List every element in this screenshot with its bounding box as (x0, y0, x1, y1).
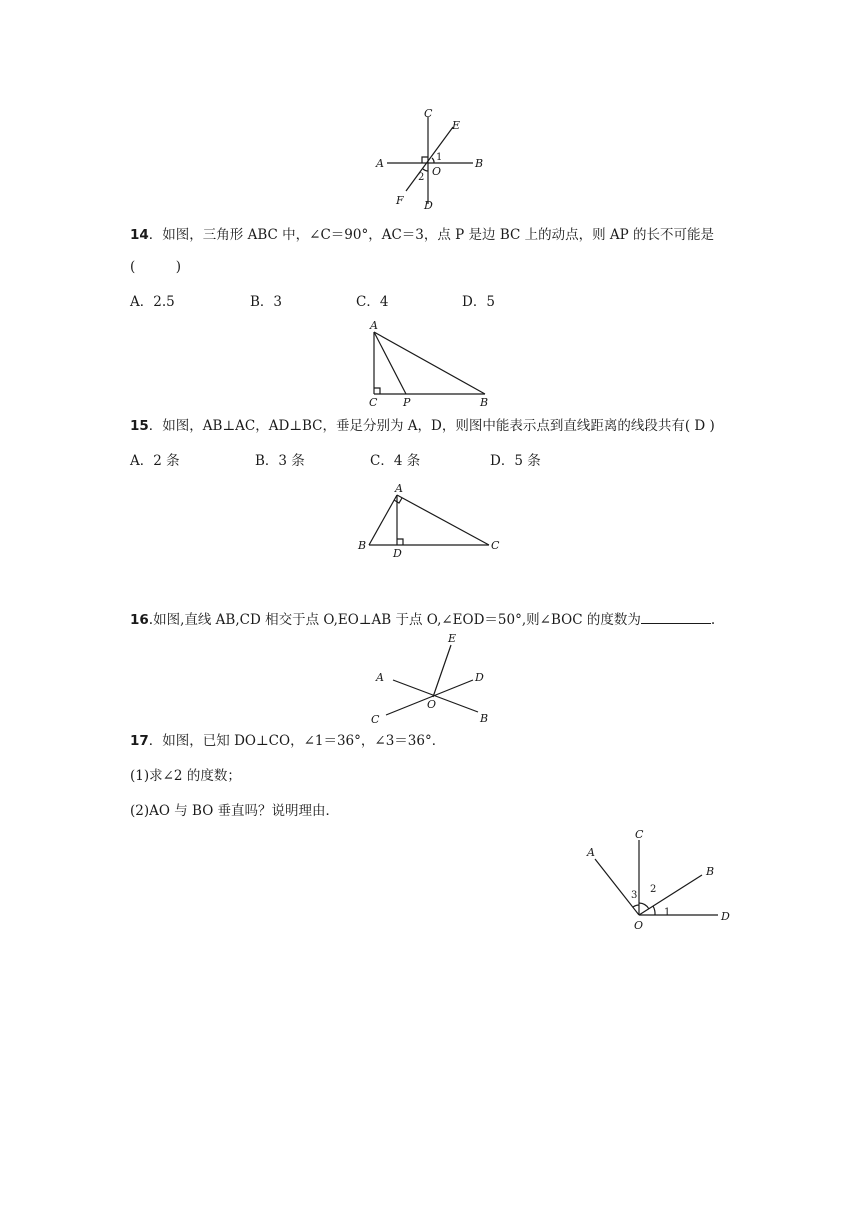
q14-number: 14 (130, 227, 149, 243)
label-b: B (706, 865, 715, 878)
label-a: A (587, 846, 595, 859)
q16-stem-text: .如图,直线 AB,CD 相交于点 O,EO⊥AB 于点 O,∠EOD＝50°,则∠BOC 的度数为 (148, 612, 641, 628)
label-c: C (635, 828, 644, 841)
side-ac (397, 495, 489, 545)
label-c: C (369, 396, 378, 409)
label-angle-2: 2 (650, 884, 657, 895)
figure-14 (360, 315, 500, 410)
q17-number: 17 (130, 733, 149, 749)
label-e: E (448, 632, 457, 645)
label-c: C (491, 539, 500, 552)
label-angle-2: 2 (418, 172, 425, 183)
label-b: B (475, 157, 484, 170)
label-b: B (480, 396, 489, 409)
q14-option-d: D．5 (462, 294, 495, 310)
label-a: A (395, 482, 403, 495)
q14-option-a: A．2.5 (130, 294, 175, 310)
angle-2-arc (423, 169, 428, 171)
q15-option-b: B．3 条 (255, 453, 305, 469)
figure-15 (355, 480, 505, 562)
angle-1-arc (432, 158, 434, 163)
label-d: D (475, 671, 484, 684)
label-angle-1: 1 (436, 152, 443, 163)
ray-oa (595, 859, 639, 915)
q17-part-1: (1)求∠2 的度数； (130, 768, 241, 784)
label-a: A (376, 671, 384, 684)
label-p: P (403, 396, 411, 409)
q16-stem (130, 609, 715, 629)
q14-paren: ( ) (130, 259, 182, 275)
angle-3-arc (633, 905, 639, 907)
q15-option-d: D．5 条 (490, 453, 541, 469)
figure-16 (365, 630, 500, 725)
q15-number: 15 (130, 418, 149, 434)
label-o: O (427, 698, 437, 711)
label-b: B (358, 539, 367, 552)
label-b: B (480, 712, 489, 725)
label-c: C (424, 107, 433, 120)
label-a: A (370, 319, 378, 332)
ray-oe (433, 645, 451, 697)
angle-2-arc (639, 903, 649, 909)
q15-option-a: A．2 条 (130, 453, 180, 469)
q15-stem-text: ．如图，AB⊥AC，AD⊥BC，垂足分别为 A，D，则图中能表示点到直线距离的线段共有( D ) (148, 418, 715, 434)
label-d: D (721, 910, 730, 923)
q14-option-c: C．4 (356, 294, 389, 310)
q16-end: . (710, 612, 716, 628)
label-a: A (376, 157, 384, 170)
q15-stem (130, 417, 715, 435)
figure-13 (370, 105, 490, 215)
line-ef (406, 127, 453, 191)
label-d: D (393, 547, 402, 560)
angle-1-arc (653, 906, 655, 915)
label-angle-1: 1 (664, 907, 671, 918)
label-e: E (452, 119, 461, 132)
q15-option-c: C．4 条 (370, 453, 421, 469)
label-o: O (432, 165, 442, 178)
q16-number: 16 (130, 612, 149, 628)
q14-stem-text: ．如图，三角形 ABC 中，∠C＝90°，AC＝3，点 P 是边 BC 上的动点，则 AP 的长不可能是 (148, 227, 715, 243)
q14-option-b: B．3 (250, 294, 283, 310)
figure-17 (580, 825, 740, 935)
side-ba (369, 495, 397, 545)
q14-stem (130, 226, 714, 244)
q17-stem (130, 732, 445, 750)
q17-part-2: (2)AO 与 BO 垂直吗？说明理由． (130, 803, 340, 819)
right-angle-mark-d (397, 539, 403, 545)
label-f: F (396, 194, 404, 207)
q16-answer-blank[interactable] (641, 609, 711, 624)
label-o: O (634, 919, 644, 932)
right-angle-mark (374, 388, 380, 394)
label-angle-3: 3 (631, 890, 638, 901)
q17-stem-text: ．如图，已知 DO⊥CO，∠1＝36°，∠3＝36°． (148, 733, 446, 749)
label-c: C (371, 713, 380, 726)
label-d: D (424, 199, 433, 212)
